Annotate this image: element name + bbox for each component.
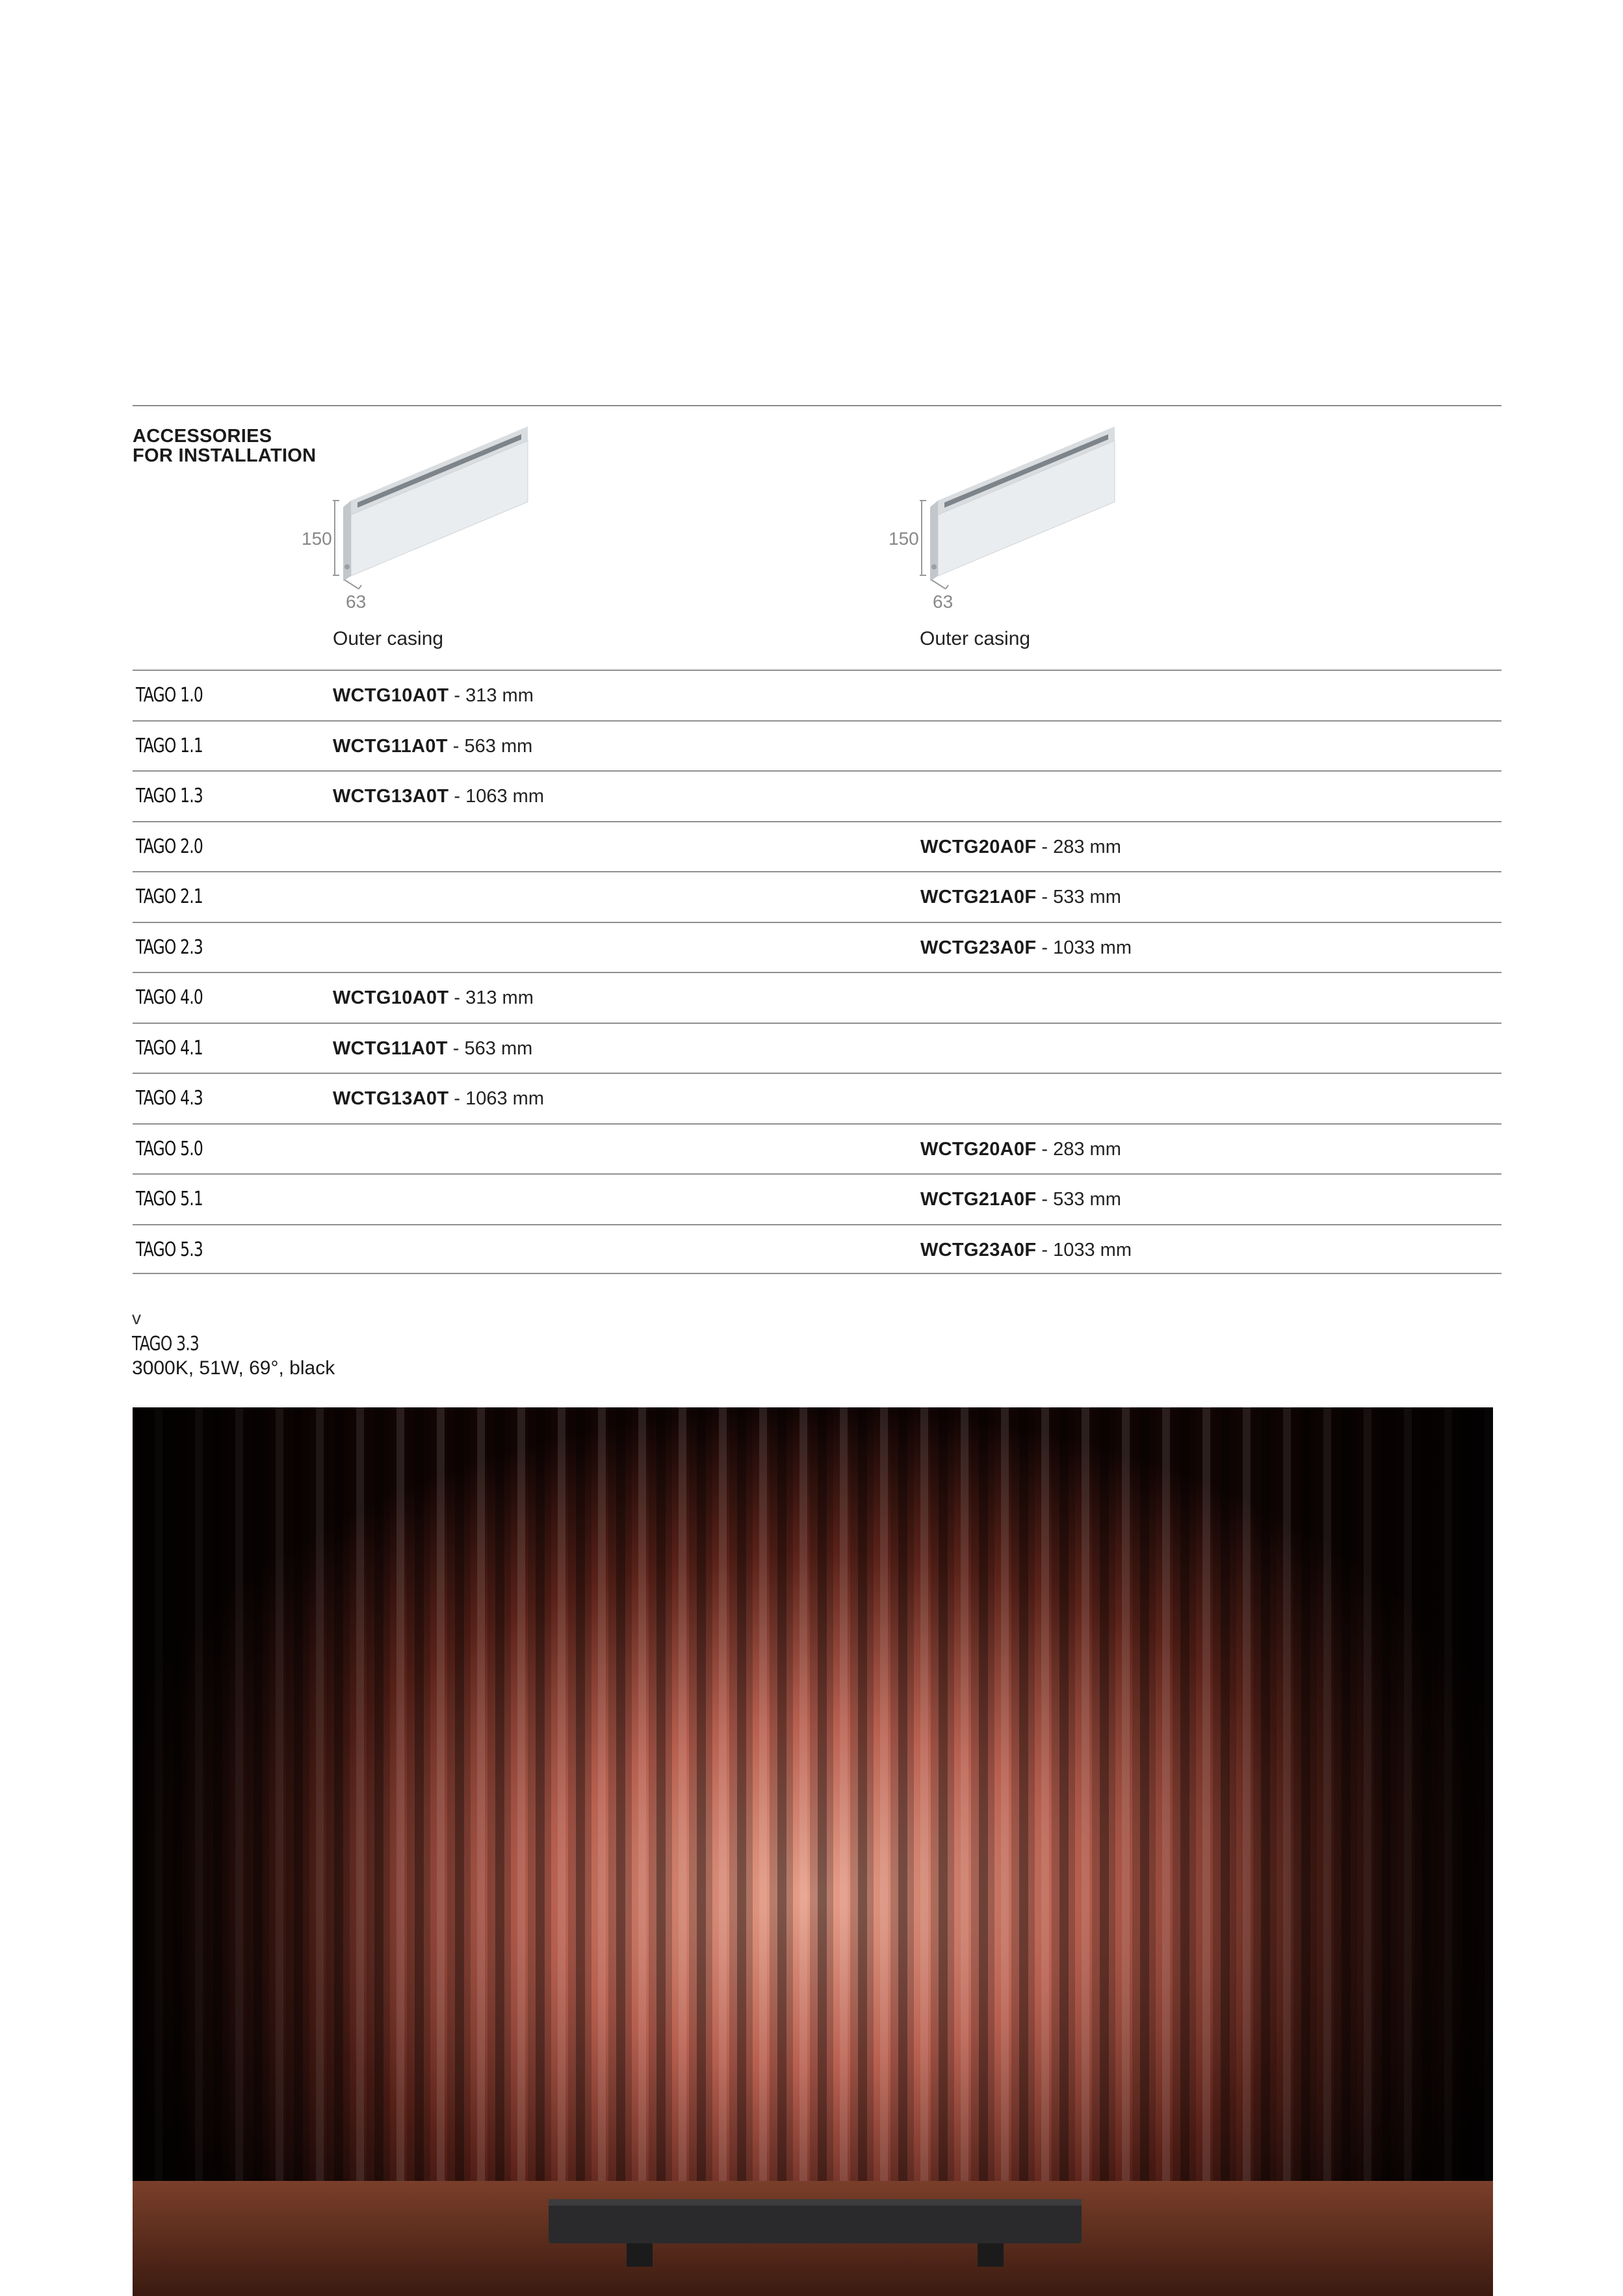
table-row [133, 1224, 1501, 1275]
table-row [133, 1173, 1501, 1224]
article-length: - 313 mm [448, 685, 534, 706]
model-name: TAGO 5.3 [136, 1238, 203, 1261]
accessory-caption: Outer casing [333, 628, 444, 649]
section-title-line1: ACCESSORIES [133, 426, 272, 447]
table-row [133, 720, 1501, 771]
table-row [133, 821, 1501, 872]
article-length: - 1063 mm [448, 786, 545, 807]
table-row [133, 670, 1501, 720]
table-row [133, 1123, 1501, 1174]
accessories-table [133, 670, 1501, 1274]
article-length: - 283 mm [1036, 836, 1121, 857]
article-length: - 533 mm [1036, 887, 1121, 907]
article-length: - 563 mm [447, 1037, 533, 1059]
table-row [133, 1073, 1501, 1123]
article-code: WCTG11A0T [333, 1037, 448, 1059]
article-length: - 1033 mm [1036, 937, 1132, 958]
model-name: TAGO 1.3 [136, 785, 203, 807]
outer-casing-cell [920, 887, 1121, 908]
article-code: WCTG21A0F [920, 1189, 1037, 1210]
article-length: - 1063 mm [448, 1088, 545, 1109]
outer-casing-cell [333, 786, 544, 807]
model-name: TAGO 4.3 [136, 1087, 203, 1110]
height-dimension: 150 [889, 528, 919, 549]
outer-casing-cell [333, 1038, 532, 1060]
article-code: WCTG11A0T [333, 735, 448, 757]
model-name: TAGO 4.0 [136, 986, 203, 1009]
model-name: TAGO 1.1 [136, 734, 203, 757]
model-name: TAGO 2.1 [136, 885, 203, 908]
table-row [133, 1023, 1501, 1073]
article-length: - 313 mm [448, 987, 534, 1008]
model-name: TAGO 5.0 [136, 1137, 203, 1160]
table-row [133, 972, 1501, 1023]
outer-casing-cell [920, 837, 1121, 858]
article-code: WCTG10A0T [333, 685, 449, 706]
table-row [133, 770, 1501, 821]
article-code: WCTG10A0T [333, 987, 449, 1008]
model-name: TAGO 5.1 [136, 1188, 203, 1210]
outer-casing-cell [333, 1088, 544, 1110]
outer-casing-cell [333, 685, 534, 707]
accessory-outer-casing-2 [889, 416, 1193, 663]
stage-curtain-photo [133, 1407, 1493, 2296]
article-length: - 563 mm [447, 735, 533, 757]
article-code: WCTG20A0F [920, 836, 1037, 857]
table-row [133, 922, 1501, 972]
accessory-outer-casing-1 [302, 416, 606, 663]
article-length: - 283 mm [1036, 1138, 1121, 1160]
model-name: TAGO 2.3 [136, 935, 203, 959]
height-dimension: 150 [302, 528, 332, 549]
outer-casing-cell [920, 1240, 1132, 1261]
model-name: TAGO 4.1 [136, 1036, 203, 1060]
article-length: - 1033 mm [1036, 1239, 1132, 1260]
table-row [133, 871, 1501, 922]
model-name: TAGO 1.0 [136, 684, 203, 707]
width-dimension: 63 [346, 592, 367, 612]
width-dimension: 63 [933, 592, 954, 612]
article-code: WCTG21A0F [920, 887, 1037, 907]
photo-model-name: TAGO 3.3 [132, 1333, 200, 1355]
outer-casing-image [920, 416, 1134, 611]
outer-casing-cell [920, 1139, 1121, 1160]
photo-description: 3000K, 51W, 69°, black [132, 1357, 335, 1379]
outer-casing-cell [333, 736, 532, 757]
article-code: WCTG23A0F [920, 937, 1037, 958]
article-code: WCTG23A0F [920, 1239, 1037, 1260]
chevron-down-icon: v [132, 1308, 141, 1328]
section-title [133, 426, 316, 465]
section-title-line2: FOR INSTALLATION [133, 445, 317, 466]
outer-casing-cell [333, 987, 534, 1009]
article-code: WCTG13A0T [333, 786, 449, 807]
model-name: TAGO 2.0 [136, 835, 203, 858]
outer-casing-cell [920, 1189, 1121, 1210]
outer-casing-cell [920, 937, 1132, 959]
article-code: WCTG13A0T [333, 1088, 449, 1109]
accessory-caption: Outer casing [920, 628, 1031, 649]
article-code: WCTG20A0F [920, 1138, 1037, 1160]
article-length: - 533 mm [1036, 1189, 1121, 1210]
top-divider [133, 405, 1501, 406]
outer-casing-image [333, 416, 547, 611]
